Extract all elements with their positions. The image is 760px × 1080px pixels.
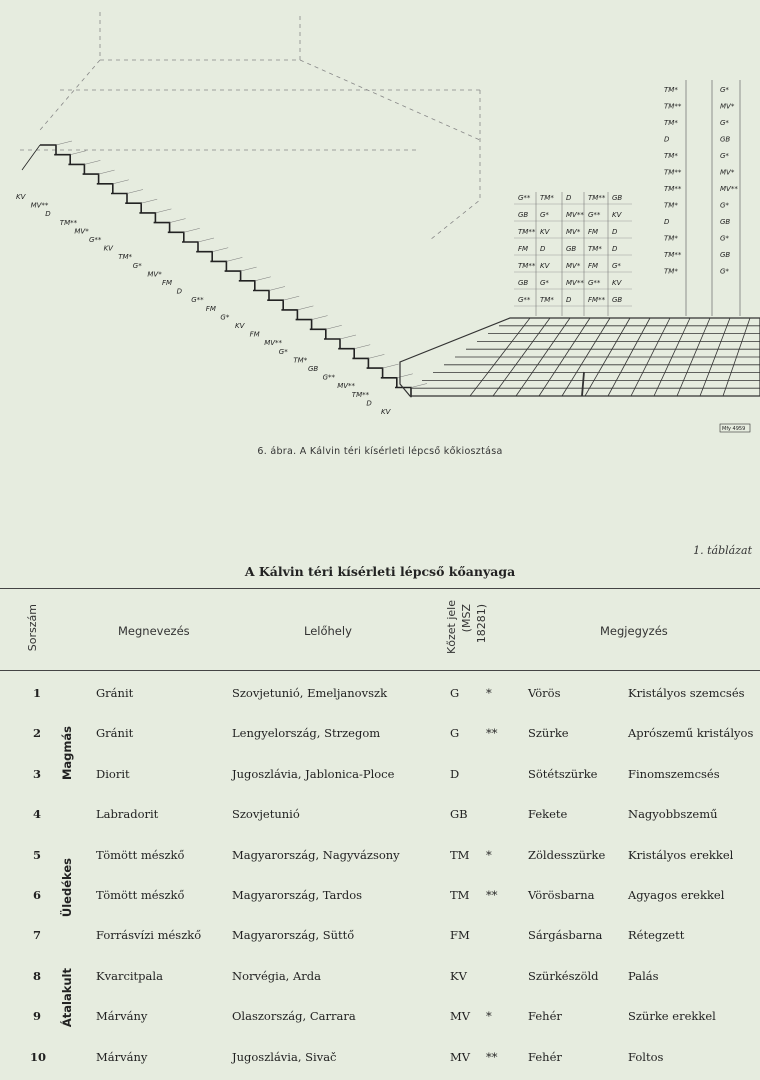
stair-layout-drawing [0,0,760,440]
stair-label: MV* [147,270,162,279]
cell-color: Szürkészöld [528,968,599,983]
cell-loc: Szovjetunió [232,807,300,822]
cell-color: Fehér [528,1009,562,1024]
stair-step-edge [184,228,200,232]
cell-star: ** [486,888,498,902]
grid-label: D [566,194,572,202]
stair-label: KV [235,322,245,330]
cell-num: 4 [32,807,41,822]
group-magmas: Magmás [60,726,74,781]
header-kozet-jele-1: Kőzet jele [445,600,458,654]
grid-label: GB [612,296,623,304]
stair-step-edge [326,325,342,329]
grid-label: TM** [588,194,606,202]
cell-color: Vörös [528,686,561,700]
cell-code: FM [450,928,470,943]
cell-loc: Magyarország, Tardos [232,888,363,902]
stair-step [352,358,368,368]
header-sorszam: Sorszám [26,604,39,652]
column-label-right: G* [720,234,729,243]
cell-note: Aprószemű kristályos [628,726,754,741]
stair-step [54,155,70,165]
table-row [0,807,760,837]
table-row [0,726,760,756]
group-uledekes: Üledékes [60,858,74,918]
column-label-left: TM** [664,102,682,111]
grid-label: TM* [540,194,554,202]
stair-label: MV* [74,227,89,236]
grid-label: MV** [566,279,584,287]
grid-label: D [540,245,546,253]
cell-loc: Szovjetunió, Emeljanovszk [232,686,388,700]
stair-step-edge [340,335,356,339]
column-label-right: G* [720,267,729,276]
stair-step [281,310,297,320]
grid-label: FM [588,228,599,236]
cell-num: 9 [32,1009,41,1024]
grid-label: G** [588,211,601,219]
cell-code: TM [450,888,470,902]
column-label-left: TM* [664,152,678,160]
cell-code: D [450,766,460,781]
stamp-text: Mfy 4959 [722,426,746,432]
cell-num: 5 [32,847,41,862]
cell-star: ** [486,726,498,741]
column-label-left: D [664,135,670,144]
stair-step-edge [312,316,328,320]
column-label-left: TM** [664,251,682,259]
stair-step [225,271,241,281]
grid-label: TM* [588,245,602,253]
stair-step-edge [297,306,313,310]
column-label-right: G* [720,86,729,94]
stair-step-edge [368,354,384,358]
stair-label: FM [162,279,173,287]
column-label-left: TM** [664,185,682,193]
cell-loc: Lengyelország, Strzegom [232,726,381,741]
stair-label: G** [89,236,102,244]
cell-num: 1 [32,686,41,700]
stair-step-edge [397,374,413,378]
stair-label: TM* [293,356,308,365]
stair-label: TM* [118,253,133,262]
stair-step-edge [99,170,115,174]
grid-label: FM** [588,296,606,304]
column-label-right: G* [720,201,729,210]
cell-name: Gránit [96,726,134,741]
grid-label: FM [518,245,529,253]
cell-name: Kvarcitpala [96,968,163,983]
cell-name: Forrásvízi mészkő [96,928,202,943]
stair-label: GB [308,365,319,373]
stair-step-edge [113,180,129,184]
cell-loc: Jugoszlávia, Jablonica-Ploce [232,766,395,781]
stair-step [68,164,84,174]
grid-label: D [612,228,618,236]
header-megjegyzes: Megjegyzés [600,624,668,638]
cell-num: 10 [30,1049,47,1064]
cell-num: 7 [32,928,41,943]
header-kozet-jele-3: 18281) [475,604,488,644]
grid-label: G* [540,211,549,219]
grid-label: D [566,296,572,304]
cell-color: Fekete [528,807,568,822]
stair-step [324,339,340,349]
stair-step-edge [283,296,299,300]
stair-step [381,378,397,388]
grid-label: KV [540,262,550,270]
stair-label: D [176,287,182,296]
cell-num: 6 [32,888,41,902]
column-label-left: TM* [664,86,678,94]
stair-step [338,349,354,359]
stair-label: KV [381,408,391,416]
cell-loc: Magyarország, Süttő [232,928,355,943]
grid-label: FM [588,262,599,270]
stair-step-edge [141,199,157,203]
grid-label: KV [540,228,550,236]
stair-step [310,329,326,339]
table-title: A Kálvin téri kísérleti lépcső kőanyaga [244,564,516,579]
cell-code: MV [450,1049,471,1064]
stair-label: KV [16,193,26,201]
cell-loc: Norvégia, Arda [232,968,322,983]
column-label-right: MV* [720,102,735,111]
stair-step [267,300,283,310]
cell-code: TM [450,847,470,862]
column-label-right: GB [720,135,731,144]
cell-name: Labradorit [96,807,159,822]
column-label-left: TM** [664,168,682,177]
stair-step-edge [198,238,214,242]
cell-color: Vörösbarna [528,888,595,902]
stair-step [125,203,141,213]
cell-note: Szürke erekkel [628,1009,716,1024]
table-row [0,1009,760,1039]
cell-num: 2 [32,726,41,741]
stair-step [83,174,99,184]
grid-label: GB [612,194,623,202]
cell-num: 3 [32,766,41,781]
column-label-right: GB [720,251,731,259]
grid-label: GB [518,279,529,287]
cell-star: ** [486,1049,498,1064]
cell-name: Gránit [96,686,134,700]
stair-step [253,291,269,301]
grid-label: G** [588,279,601,287]
column-label-right: MV** [720,185,738,193]
stair-step [395,388,411,398]
cell-note: Foltos [628,1049,664,1064]
cell-star: * [486,1009,492,1024]
cell-code: G [450,686,460,700]
stair-step [111,194,127,204]
cell-color: Szürke [528,726,569,741]
grid-label: MV** [566,211,584,219]
cell-name: Márvány [96,1009,148,1024]
column-label-right: GB [720,218,731,226]
table-top-rule [0,588,760,589]
table-row [0,928,760,958]
cell-code: GB [450,807,468,822]
cell-star: * [486,847,492,862]
stair-label: MV** [264,339,283,348]
column-label-left: D [664,218,670,226]
cell-name: Tömött mészkő [96,888,185,902]
stair-label: FM [205,304,216,313]
cell-note: Palás [628,968,659,983]
stair-label: D [366,399,372,408]
table-number: 1. táblázat [693,544,752,557]
column-label-left: TM* [664,119,678,127]
stair-label: G* [132,261,142,270]
cell-note: Agyagos erekkel [628,888,725,902]
grid-label: KV [612,211,622,219]
cell-note: Finomszemcsés [628,766,720,781]
stair-start [22,145,40,170]
stair-step-edge [56,141,72,145]
stair-step [367,368,383,378]
table-row [0,767,760,797]
stair-step-edge [255,277,271,281]
stair-step-edge [241,267,257,271]
floor-divider [582,372,584,396]
stair-step [239,281,255,291]
stair-step-edge [170,219,186,223]
stair-step [210,261,226,271]
cell-num: 8 [32,968,41,983]
stair-step-edge [411,384,427,388]
stair-step [97,184,113,194]
grid-label: TM* [540,296,554,304]
table-header-rule [0,670,760,671]
stair-step-edge [354,345,370,349]
table-row [0,686,760,716]
grid-label: G** [518,296,531,304]
column-label-left: TM* [664,201,678,210]
stair-label: G** [191,296,204,305]
cell-code: KV [450,968,467,983]
stair-label: MV** [337,382,356,391]
stair-label: KV [103,244,113,253]
stair-label: D [45,210,51,219]
column-label-right: G* [720,152,729,160]
stair-step-edge [70,151,86,155]
stair-step-edge [155,209,171,213]
cell-code: MV [450,1009,471,1024]
stair-step-edge [383,364,399,368]
cell-note: Rétegzett [628,928,685,943]
cell-color: Zöldesszürke [528,847,606,862]
grid-label: D [612,245,618,253]
header-leloheley: Lelőhely [304,624,352,638]
stair-step-edge [226,257,242,261]
column-label-right: MV* [720,168,735,177]
stair-step [182,242,198,252]
cell-note: Kristályos szemcsés [628,686,745,700]
column-label-right: G* [720,119,729,127]
stair-step-edge [84,160,100,164]
cell-color: Sárgásbarna [528,928,603,943]
grid-label: GB [566,245,577,253]
grid-label: GB [518,211,529,219]
grid-label: MV* [566,228,581,236]
grid-label: G* [612,262,621,270]
grid-label: MV* [566,262,581,270]
stair-label: FM [249,330,260,339]
cell-loc: Olaszország, Carrara [232,1009,356,1024]
grid-label: G** [518,194,531,202]
column-label-left: TM* [664,234,678,243]
stair-label: TM** [59,218,78,227]
table-row [0,969,760,999]
cell-code: G [450,726,460,741]
cell-name: Diorit [96,766,130,781]
stair-label: MV** [30,201,49,210]
grid-label: TM** [518,228,536,236]
stair-step [154,223,170,233]
cell-note: Nagyobbszemű [628,807,718,822]
stair-label: G* [220,313,230,322]
stair-step [196,252,212,262]
stair-step [168,232,184,242]
table-row [0,848,760,878]
cell-name: Márvány [96,1049,148,1064]
cell-star: * [486,686,492,700]
stair-label: G** [322,373,336,382]
grid-label: KV [612,279,622,287]
table-row [0,888,760,918]
header-megnevezes: Megnevezés [118,624,190,638]
cell-loc: Jugoszlávia, Sivač [232,1049,337,1064]
grid-label: TM** [518,262,536,270]
stair-step [139,213,155,223]
stair-step-edge [269,287,285,291]
cell-color: Fehér [528,1049,562,1064]
figure-caption: 6. ábra. A Kálvin téri kísérleti lépcső kőkiosztása [257,446,503,457]
cell-name: Tömött mészkő [96,847,185,862]
grid-label: G* [540,279,549,287]
stair-step [296,320,312,330]
cell-loc: Magyarország, Nagyvázsony [232,847,400,862]
group-atalakult: Átalakult [60,968,74,1028]
stair-step-edge [127,190,143,194]
header-kozet-jele-2: (MSZ [460,604,473,633]
cell-note: Kristályos erekkel [628,847,734,862]
stair-label: TM** [351,390,370,399]
stair-label: G* [278,347,288,356]
column-label-left: TM* [664,267,678,276]
cell-color: Sötétszürke [528,766,598,781]
table-row [0,1050,760,1080]
stair-step-edge [212,248,228,252]
